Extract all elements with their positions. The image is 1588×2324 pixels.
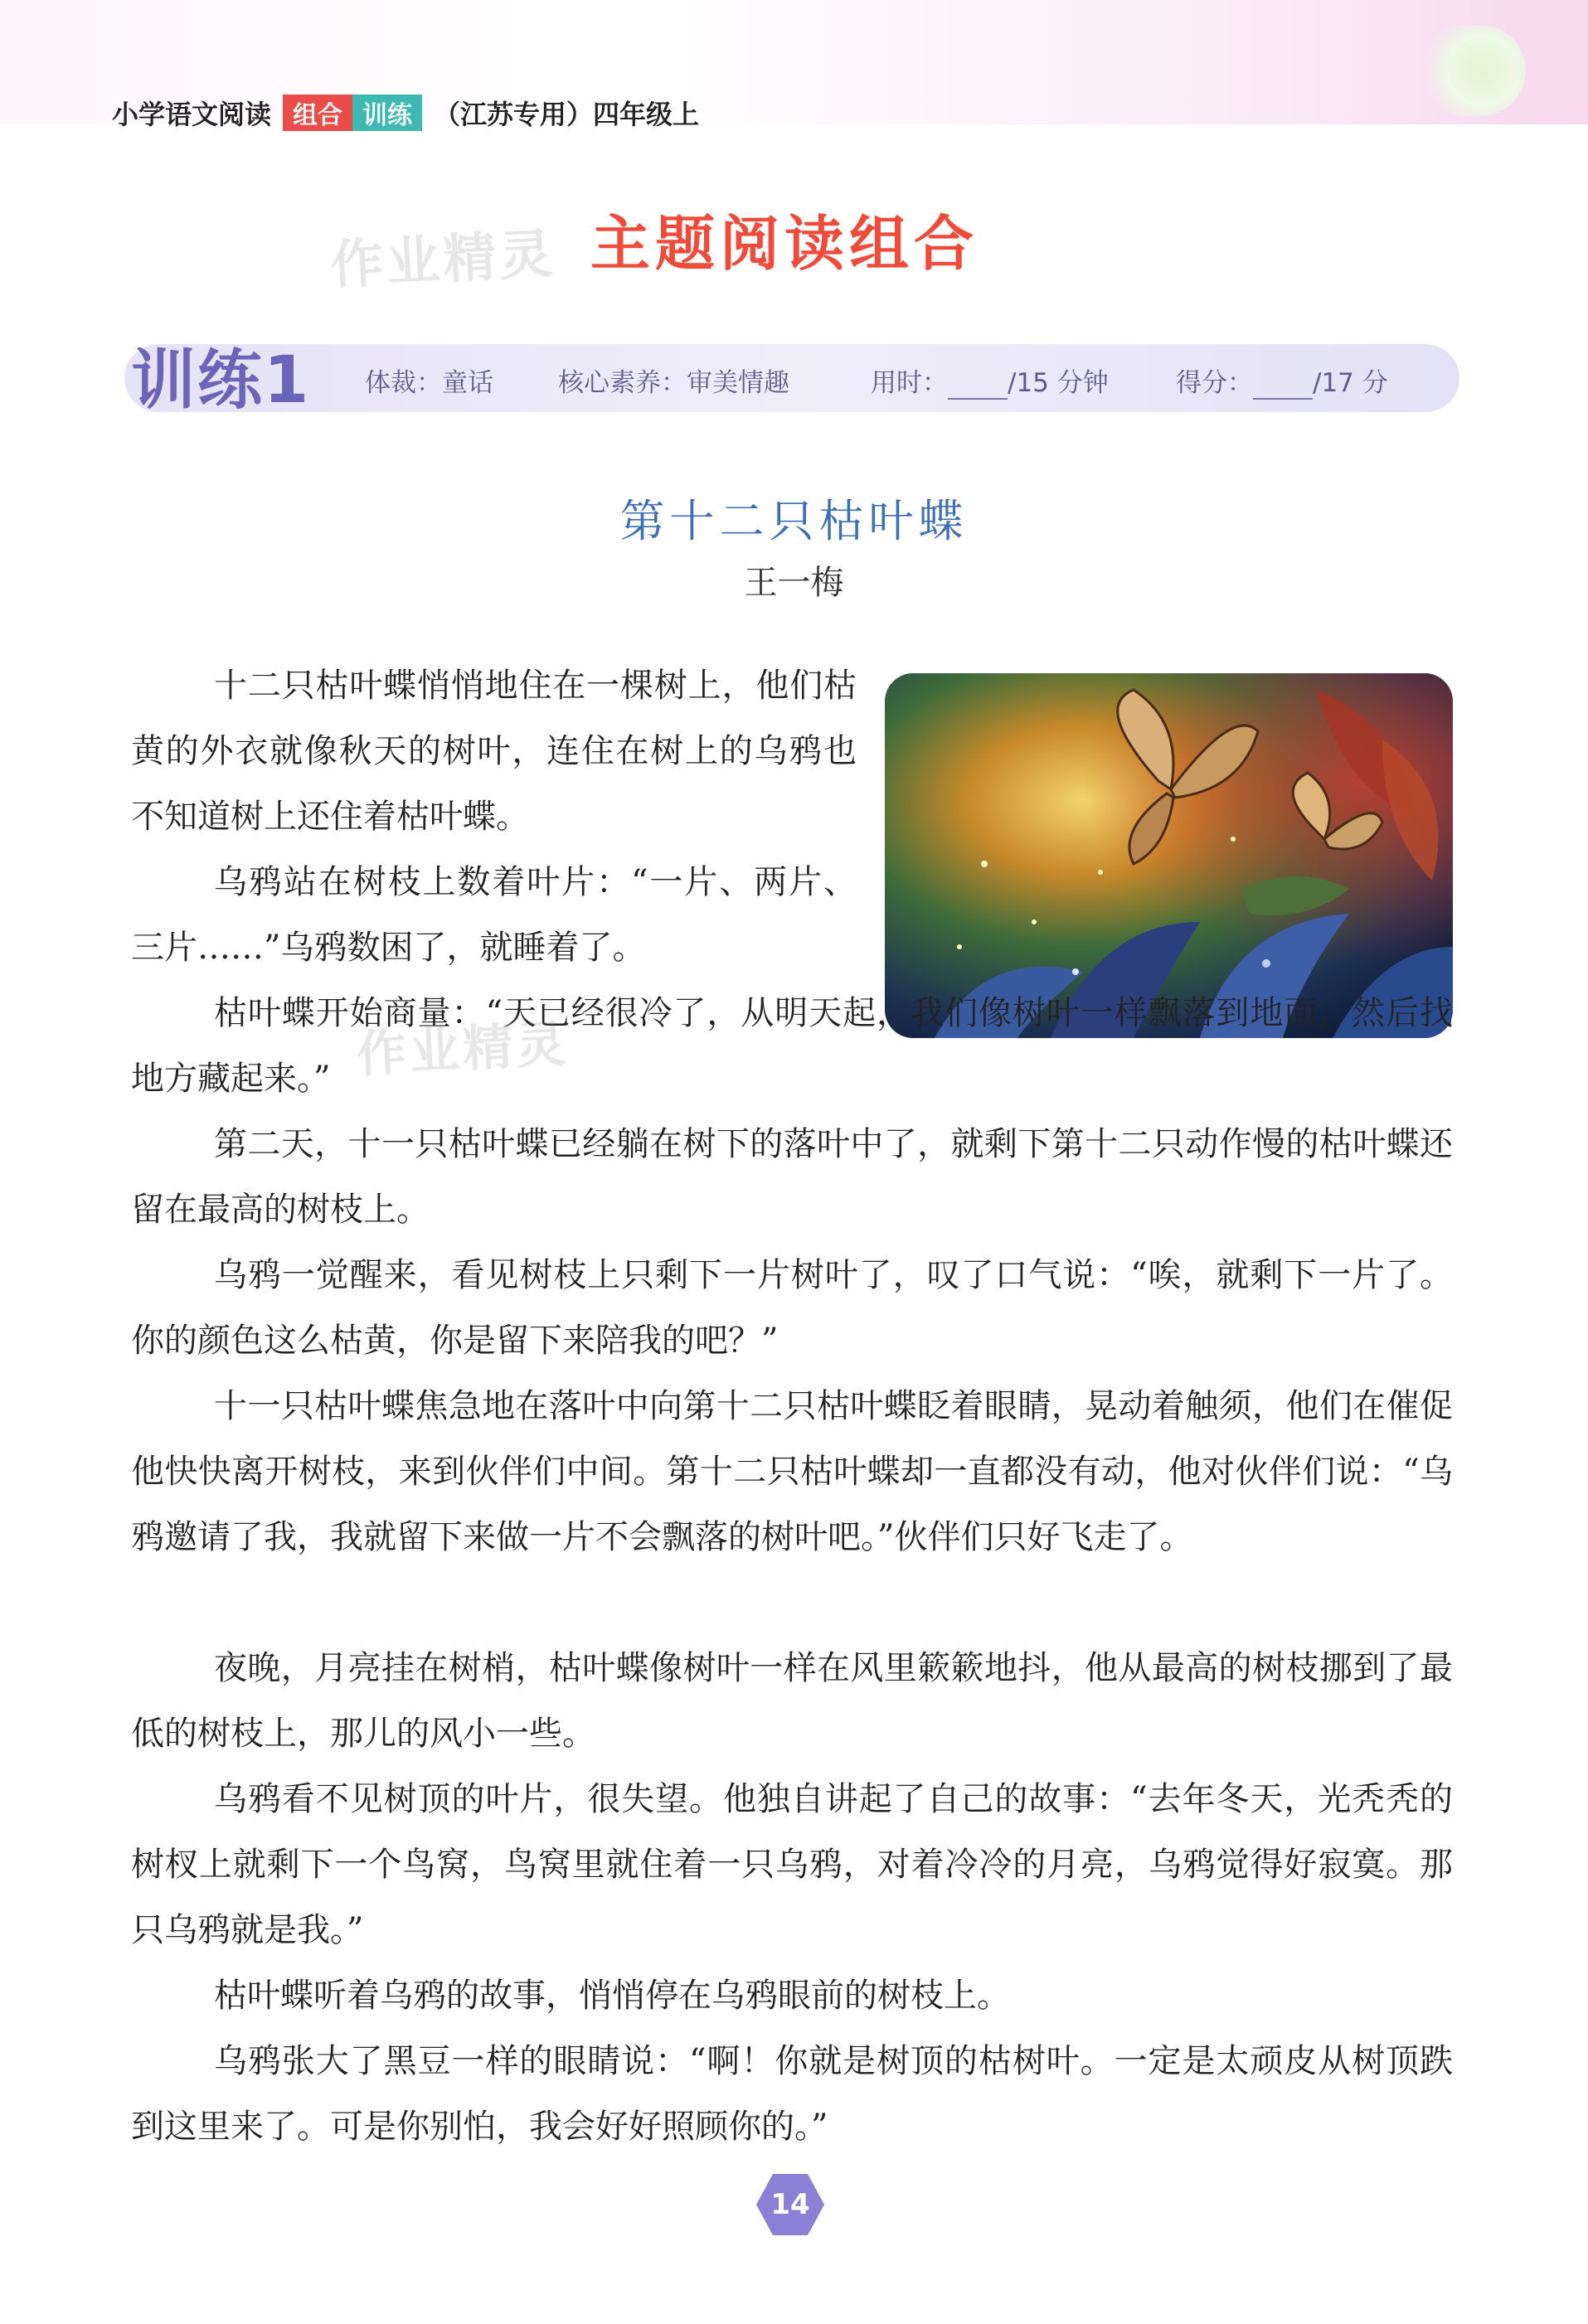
- paragraph: 夜晚，月亮挂在树梢，枯叶蝶像树叶一样在风里簌簌地抖，他从最高的树枝挪到了最低的树枝上，那儿的风小一些。: [131, 1649, 1453, 1753]
- series-title: 小学语文阅读: [112, 99, 272, 130]
- score-field: [1176, 361, 1388, 400]
- badge-right: 训练: [352, 95, 422, 131]
- time-field: [871, 361, 1109, 400]
- edition-label: （江苏专用）四年级上: [434, 99, 700, 130]
- article-title: 第十二只枯叶蝶: [619, 495, 969, 547]
- score-blank[interactable]: [1253, 368, 1313, 400]
- watermark-inline: 作业精灵: [355, 1015, 571, 1084]
- combo-training-badge: [283, 95, 422, 131]
- paragraph: 枯叶蝶开始商量：“天已经很冷了，从明天起，我们像树叶一样飘落到地面，然后找地方藏起来。”: [131, 994, 1453, 1098]
- paragraph: 十一只枯叶蝶焦急地在落叶中向第十二只枯叶蝶眨着眼睛，晃动着触须，他们在催促他快快离开树枝，来到伙伴们中间。第十二只枯叶蝶却一直都没有动，他对伙伴们说：“乌鸦邀请了我，我就留下来做一片不会飘落的树叶吧。”伙伴们只好飞走了。: [131, 1387, 1453, 1556]
- paragraph: 十二只枯叶蝶悄悄地住在一棵树上，他们枯黄的外衣就像秋天的树叶，连住在树上的乌鸦也不知道树上还住着枯叶蝶。: [131, 667, 857, 836]
- page-number-badge: [755, 2172, 826, 2237]
- paragraph: 乌鸦站在树枝上数着叶片：“一片、两片、三片……”乌鸦数困了，就睡着了。: [131, 863, 857, 967]
- time-blank[interactable]: [948, 368, 1008, 400]
- paragraph: 枯叶蝶听着乌鸦的故事，悄悄停在乌鸦眼前的树枝上。: [214, 1977, 1010, 2015]
- genre-label: 体裁：童话: [365, 368, 493, 398]
- section-title: 主题阅读组合: [590, 209, 979, 279]
- score-label: 得分：: [1176, 368, 1253, 398]
- training-label: 训练1: [131, 343, 311, 418]
- time-total: /15 分钟: [1008, 368, 1109, 398]
- time-label: 用时：: [871, 368, 948, 398]
- core-literacy-label: 核心素养：审美情趣: [558, 368, 789, 398]
- paragraph: 乌鸦一觉醒来，看见树枝上只剩下一片树叶了，叹了口气说：“唉，就剩下一片了。你的颜色这么枯黄，你是留下来陪我的吧？”: [131, 1256, 1453, 1360]
- page-number: 14: [770, 2188, 810, 2221]
- running-header: [112, 93, 699, 133]
- paragraph: 乌鸦看不见树顶的叶片，很失望。他独自讲起了自己的故事：“去年冬天，光秃秃的树杈上就剩下一个鸟窝，鸟窝里就住着一只乌鸦，对着冷冷的月亮，乌鸦觉得好寂寞。那只乌鸦就是我。”: [131, 1780, 1453, 1949]
- article-author: 王一梅: [744, 564, 844, 602]
- corner-decoration: [1418, 25, 1526, 116]
- paragraph: 第二天，十一只枯叶蝶已经躺在树下的落叶中了，就剩下第十二只动作慢的枯叶蝶还留在最高的树枝上。: [131, 1125, 1453, 1229]
- score-total: /17 分: [1313, 368, 1388, 398]
- watermark: 作业精灵: [328, 223, 558, 298]
- badge-left: 组合: [283, 95, 352, 131]
- paragraph: 乌鸦张大了黑豆一样的眼睛说：“啊！你就是树顶的枯树叶。一定是太顽皮从树顶跌到这里来了。可是你别怕，我会好好照顾你的。”: [131, 2042, 1453, 2146]
